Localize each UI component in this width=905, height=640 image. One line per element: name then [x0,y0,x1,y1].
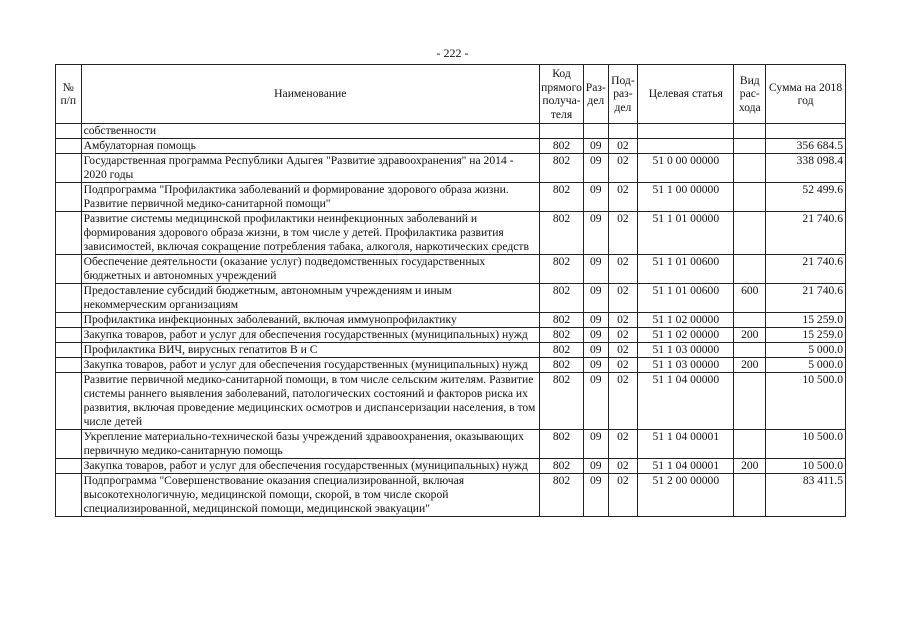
cell-summa: 21 740.6 [766,284,846,313]
cell-summa: 21 740.6 [766,212,846,255]
cell-summa: 356 684.5 [766,139,846,154]
cell-kod [540,124,584,139]
cell-num [56,183,82,212]
cell-celevaya: 51 1 03 00000 [638,358,734,373]
cell-kod: 802 [540,358,584,373]
cell-kod: 802 [540,139,584,154]
cell-vid [734,474,766,517]
cell-num [56,343,82,358]
cell-num [56,459,82,474]
cell-celevaya: 51 1 00 00000 [638,183,734,212]
header-razdel: Раз- дел [584,65,609,124]
cell-num [56,313,82,328]
table-row [56,358,846,373]
cell-celevaya [638,139,734,154]
cell-razdel: 09 [584,358,609,373]
cell-kod: 802 [540,474,584,517]
cell-name: Закупка товаров, работ и услуг для обеспечения государственных (муниципальных) нужд [81,358,539,373]
table-header-row [56,65,846,124]
cell-razdel: 09 [584,343,609,358]
cell-celevaya: 51 1 01 00000 [638,212,734,255]
cell-kod: 802 [540,430,584,459]
cell-vid: 200 [734,459,766,474]
cell-celevaya: 51 1 02 00000 [638,328,734,343]
cell-podrazdel: 02 [608,358,638,373]
cell-celevaya: 51 1 04 00001 [638,430,734,459]
cell-kod: 802 [540,459,584,474]
cell-razdel: 09 [584,212,609,255]
cell-podrazdel: 02 [608,313,638,328]
cell-celevaya: 51 1 01 00600 [638,284,734,313]
cell-name: Развитие системы медицинской профилактики неинфекционных заболеваний и формирования здорового образа жизни, в том числе у детей. Профилактика развития зависимостей, включая сокращение потребления табака, алкоголя, наркотических средств [81,212,539,255]
cell-razdel: 09 [584,154,609,183]
page-number: - 222 - [436,46,469,60]
cell-podrazdel: 02 [608,284,638,313]
cell-razdel: 09 [584,313,609,328]
cell-num [56,154,82,183]
cell-num [56,328,82,343]
cell-num [56,284,82,313]
cell-summa: 15 259.0 [766,313,846,328]
cell-num [56,124,82,139]
cell-vid [734,255,766,284]
cell-kod: 802 [540,284,584,313]
table-row [56,183,846,212]
table-row [56,474,846,517]
cell-num [56,358,82,373]
cell-summa [766,124,846,139]
cell-num [56,255,82,284]
cell-vid [734,124,766,139]
cell-name: Амбулаторная помощь [81,139,539,154]
cell-summa: 5 000.0 [766,343,846,358]
cell-name: Развитие первичной медико-санитарной помощи, в том числе сельским жителям. Развитие системы раннего выявления заболеваний, патологических состояний и факторов риска их развития, включая проведение медицинских осмотров и диспансеризации населения, в том числе детей [81,373,539,430]
cell-razdel [584,124,609,139]
table-row [56,139,846,154]
table-row [56,459,846,474]
cell-razdel: 09 [584,255,609,284]
cell-summa: 83 411.5 [766,474,846,517]
header-num: № п/п [56,65,82,124]
cell-razdel: 09 [584,328,609,343]
cell-summa: 15 259.0 [766,328,846,343]
cell-kod: 802 [540,313,584,328]
cell-razdel: 09 [584,459,609,474]
table-row [56,255,846,284]
cell-name: Профилактика ВИЧ, вирусных гепатитов В и С [81,343,539,358]
cell-vid [734,430,766,459]
table-row [56,328,846,343]
table-row [56,343,846,358]
cell-podrazdel: 02 [608,183,638,212]
cell-name: Подпрограмма "Совершенствование оказания специализированной, включая высокотехнологичную, медицинской помощи, скорой, в том числе скорой специализированной, медицинской помощи, медицинской эвакуации" [81,474,539,517]
header-vid: Вид рас- хода [734,65,766,124]
table-row [56,124,846,139]
cell-celevaya: 51 2 00 00000 [638,474,734,517]
cell-num [56,373,82,430]
cell-razdel: 09 [584,430,609,459]
cell-celevaya [638,124,734,139]
cell-name: Укрепление материально-технической базы учреждений здравоохранения, оказывающих первичную медико-санитарную помощь [81,430,539,459]
cell-podrazdel [608,124,638,139]
cell-celevaya: 51 1 02 00000 [638,313,734,328]
cell-summa: 10 500.0 [766,430,846,459]
cell-podrazdel: 02 [608,343,638,358]
cell-podrazdel: 02 [608,255,638,284]
table-row [56,373,846,430]
cell-vid [734,373,766,430]
cell-vid: 600 [734,284,766,313]
cell-summa: 10 500.0 [766,373,846,430]
cell-celevaya: 51 1 03 00000 [638,343,734,358]
cell-name: собственности [81,124,539,139]
cell-razdel: 09 [584,474,609,517]
cell-name: Предоставление субсидий бюджетным, автономным учреждениям и иным некоммерческим организациям [81,284,539,313]
table-row [56,212,846,255]
header-summa: Сумма на 2018 год [766,65,846,124]
cell-num [56,212,82,255]
cell-razdel: 09 [584,284,609,313]
cell-vid [734,313,766,328]
cell-razdel: 09 [584,373,609,430]
cell-name: Профилактика инфекционных заболеваний, включая иммунопрофилактику [81,313,539,328]
cell-vid [734,183,766,212]
cell-name: Закупка товаров, работ и услуг для обеспечения государственных (муниципальных) нужд [81,328,539,343]
cell-kod: 802 [540,255,584,284]
cell-kod: 802 [540,328,584,343]
cell-podrazdel: 02 [608,154,638,183]
cell-name: Подпрограмма "Профилактика заболеваний и формирование здорового образа жизни. Развитие первичной медико-санитарной помощи" [81,183,539,212]
cell-vid [734,343,766,358]
cell-summa: 338 098.4 [766,154,846,183]
budget-table [55,64,846,517]
cell-razdel: 09 [584,139,609,154]
cell-podrazdel: 02 [608,139,638,154]
cell-name: Обеспечение деятельности (оказание услуг) подведомственных государственных бюджетных и автономных учреждений [81,255,539,284]
cell-name: Государственная программа Республики Адыгея "Развитие здравоохранения" на 2014 - 2020 годы [81,154,539,183]
cell-podrazdel: 02 [608,459,638,474]
cell-podrazdel: 02 [608,430,638,459]
cell-podrazdel: 02 [608,212,638,255]
cell-celevaya: 51 1 04 00001 [638,459,734,474]
cell-vid [734,139,766,154]
cell-podrazdel: 02 [608,328,638,343]
cell-summa: 5 000.0 [766,358,846,373]
header-celevaya: Целевая статья [638,65,734,124]
cell-summa: 21 740.6 [766,255,846,284]
cell-num [56,139,82,154]
cell-podrazdel: 02 [608,474,638,517]
cell-vid [734,212,766,255]
table-row [56,154,846,183]
cell-kod: 802 [540,154,584,183]
cell-celevaya: 51 1 01 00600 [638,255,734,284]
cell-podrazdel: 02 [608,373,638,430]
cell-vid: 200 [734,358,766,373]
cell-celevaya: 51 1 04 00000 [638,373,734,430]
cell-vid [734,154,766,183]
cell-kod: 802 [540,373,584,430]
table-row [56,313,846,328]
cell-kod: 802 [540,212,584,255]
cell-kod: 802 [540,343,584,358]
header-podrazdel: Под- раз- дел [608,65,638,124]
cell-summa: 52 499.6 [766,183,846,212]
cell-kod: 802 [540,183,584,212]
table-row [56,284,846,313]
cell-name: Закупка товаров, работ и услуг для обеспечения государственных (муниципальных) нужд [81,459,539,474]
table-row [56,430,846,459]
cell-celevaya: 51 0 00 00000 [638,154,734,183]
cell-num [56,474,82,517]
header-name: Наименование [81,65,539,124]
cell-summa: 10 500.0 [766,459,846,474]
cell-razdel: 09 [584,183,609,212]
cell-num [56,430,82,459]
cell-vid: 200 [734,328,766,343]
header-kod: Код прямого получа- теля [540,65,584,124]
